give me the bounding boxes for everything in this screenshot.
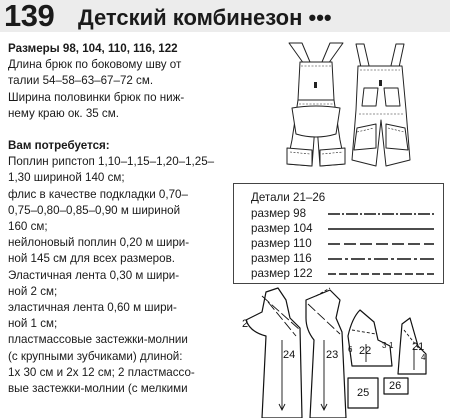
text-line: Длина брюк по боковому шву от	[8, 58, 182, 72]
text-line: ной 1 см;	[8, 317, 58, 331]
piece-label-26: 26	[389, 380, 402, 392]
piece-label-25: 25	[357, 387, 370, 399]
text-line: ной 2 см;	[8, 284, 58, 298]
text-line: (с крупными зубчиками) длиной:	[8, 349, 183, 363]
text-line: талии 54–58–63–67–72 см.	[8, 74, 154, 88]
text-line: вые застежки-молнии (с мелкими	[8, 382, 188, 396]
text-line: эластичная лента 0,60 м шири-	[8, 301, 177, 315]
text-line: ной 145 см для всех размеров.	[8, 252, 175, 266]
text-line: 0,75–0,80–0,85–0,90 м шириной	[8, 203, 181, 217]
piece-label-21: 21	[412, 341, 425, 353]
text-line: Эластичная лента 0,30 м шири-	[8, 268, 180, 282]
legend-size-98: размер 98	[251, 207, 307, 220]
legend-title: Детали 21–26	[251, 191, 326, 204]
text-line: флис в качестве подкладки 0,70–	[8, 187, 188, 201]
text-line: 160 см;	[8, 220, 48, 234]
legend-size-122: размер 122	[251, 267, 313, 280]
page-title: Детский комбинезон •••	[78, 5, 332, 30]
legend-size-116: размер 116	[251, 252, 312, 265]
model-number: 139	[4, 0, 55, 33]
piece-label-24: 24	[283, 349, 296, 361]
materials-heading: Вам потребуется:	[8, 139, 110, 153]
piece-label-4: 4	[421, 353, 426, 362]
text-line: 1x 30 см и 2x 12 см; 2 пластмассо-	[8, 365, 195, 379]
text-line: нейлоновый поплин 0,20 м шири-	[8, 236, 190, 250]
text-line: Ширина половинки брюк по ниж-	[8, 90, 185, 104]
legend-size-110: размер 110	[251, 237, 312, 250]
piece-22	[348, 310, 392, 366]
text-line: Поплин рипстоп 1,10–1,15–1,20–1,25–	[8, 155, 215, 169]
piece-label-23: 23	[326, 349, 339, 361]
text-line: нему краю ок. 35 см.	[8, 106, 119, 120]
text-line: 1,30 шириной 140 см;	[8, 171, 125, 185]
text-line: пластмассовые застежки-молнии	[8, 333, 188, 347]
legend-size-104: размер 104	[251, 222, 313, 235]
piece-label-1: 1	[389, 341, 394, 350]
piece-label-3: 3	[382, 341, 387, 350]
piece-label-22: 22	[359, 345, 372, 357]
piece-label-2: 2	[242, 318, 249, 330]
piece-label-6: 6	[348, 345, 353, 354]
sizes-line: Размеры 98, 104, 110, 116, 122	[8, 42, 178, 55]
